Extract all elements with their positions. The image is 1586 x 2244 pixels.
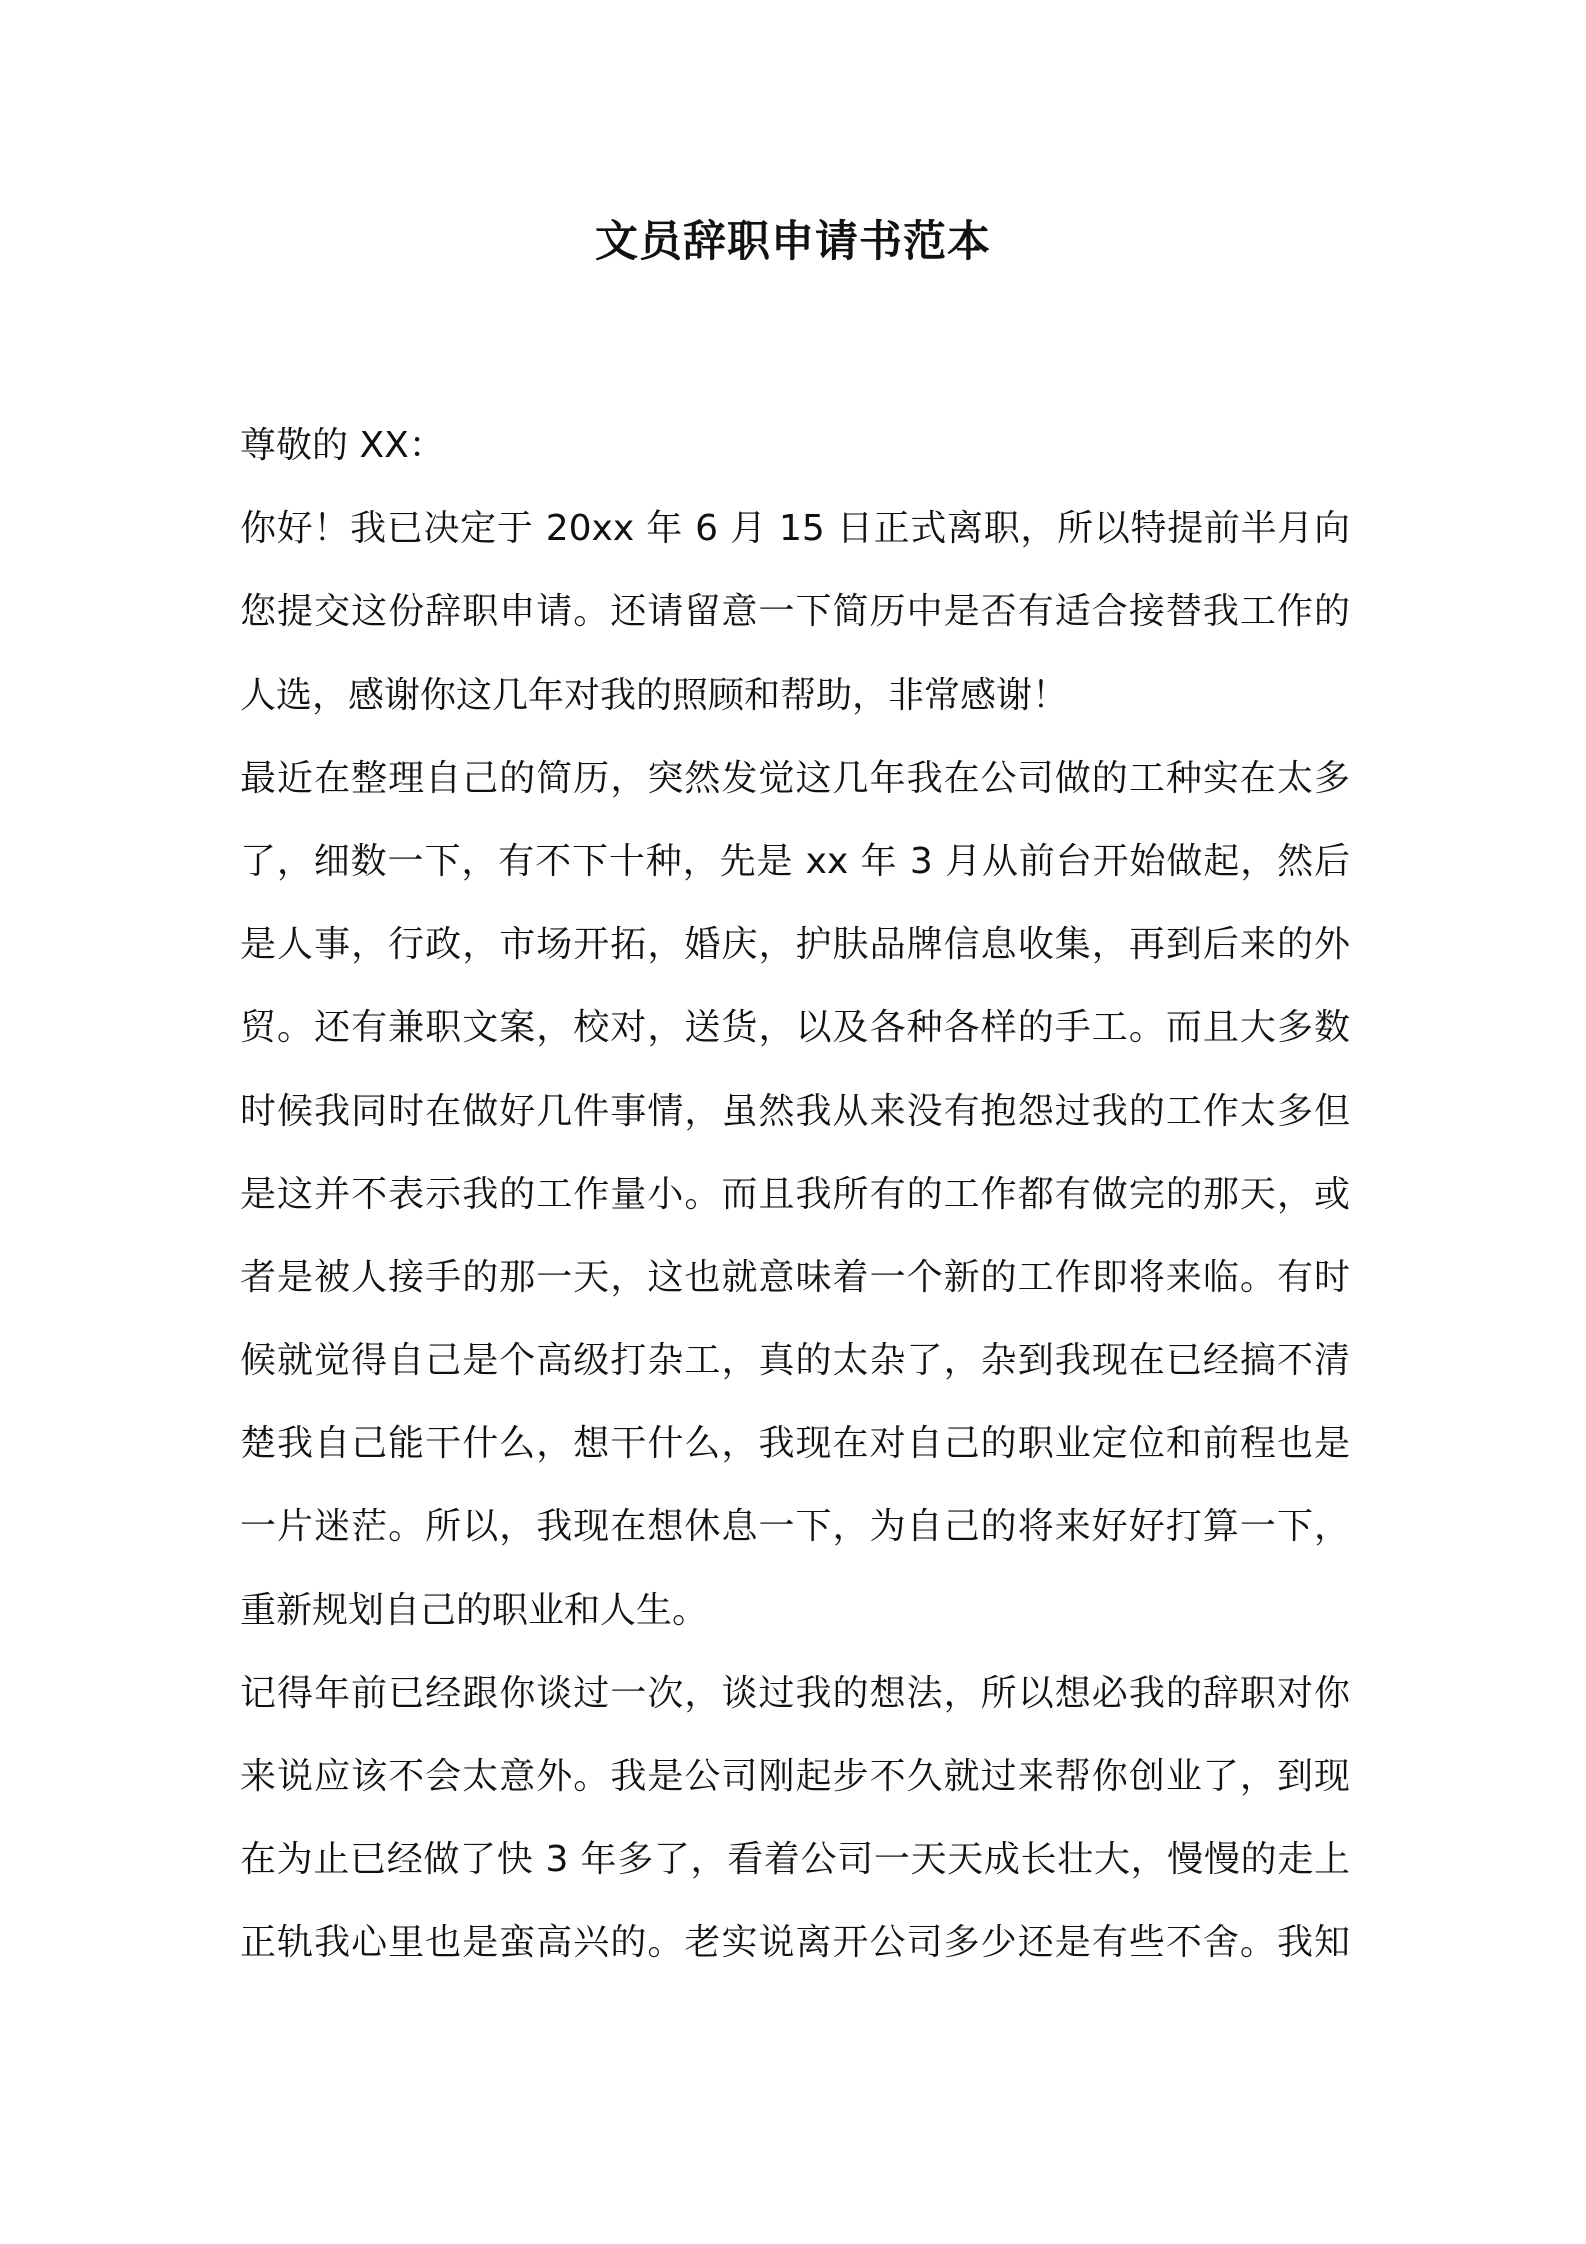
text-line: 人选，感谢你这几年对我的照顾和帮助，非常感谢！ bbox=[240, 674, 1069, 716]
text-line: 楚我自己能干什么，想干什么，我现在对自己的职业定位和前程也是 bbox=[240, 1423, 1350, 1465]
text-line: 您提交这份辞职申请。还请留意一下简历中是否有适合接替我工作的 bbox=[240, 591, 1350, 633]
salutation: 尊敬的 XX： bbox=[240, 425, 445, 466]
text-line: 贸。还有兼职文案，校对，送货，以及各种各样的手工。而且大多数 bbox=[240, 1007, 1350, 1049]
text-line: 者是被人接手的那一天，这也就意味着一个新的工作即将来临。有时 bbox=[240, 1256, 1350, 1298]
text-line: 是人事，行政，市场开拓，婚庆，护肤品牌信息收集，再到后来的外 bbox=[240, 924, 1350, 966]
text-line: 了，细数一下，有不下十种，先是 xx 年 3 月从前台开始做起，然后 bbox=[240, 840, 1350, 882]
text-line: 时候我同时在做好几件事情，虽然我从来没有抱怨过我的工作太多但 bbox=[240, 1090, 1350, 1132]
text-line: 是这并不表示我的工作量小。而且我所有的工作都有做完的那天，或 bbox=[240, 1173, 1350, 1215]
letter-body bbox=[240, 404, 1350, 1985]
text-line: 正轨我心里也是蛮高兴的。老实说离开公司多少还是有些不舍。我知 bbox=[240, 1922, 1350, 1964]
text-line: 候就觉得自己是个高级打杂工，真的太杂了，杂到我现在已经搞不清 bbox=[240, 1340, 1350, 1382]
text-line: 一片迷茫。所以，我现在想休息一下，为自己的将来好好打算一下， bbox=[240, 1506, 1350, 1548]
document-title: 文员辞职申请书范本 bbox=[595, 217, 991, 267]
text-line: 来说应该不会太意外。我是公司刚起步不久就过来帮你创业了，到现 bbox=[240, 1756, 1350, 1797]
text-line: 在为止已经做了快 3 年多了，看着公司一天天成长壮大，慢慢的走上 bbox=[240, 1839, 1350, 1881]
text-line: 重新规划自己的职业和人生。 bbox=[240, 1589, 709, 1631]
text-line: 最近在整理自己的简历，突然发觉这几年我在公司做的工种实在太多 bbox=[240, 757, 1350, 799]
text-line: 你好！我已决定于 20xx 年 6 月 15 日正式离职，所以特提前半月向 bbox=[240, 508, 1350, 550]
text-line: 记得年前已经跟你谈过一次，谈过我的想法，所以想必我的辞职对你 bbox=[240, 1672, 1350, 1714]
